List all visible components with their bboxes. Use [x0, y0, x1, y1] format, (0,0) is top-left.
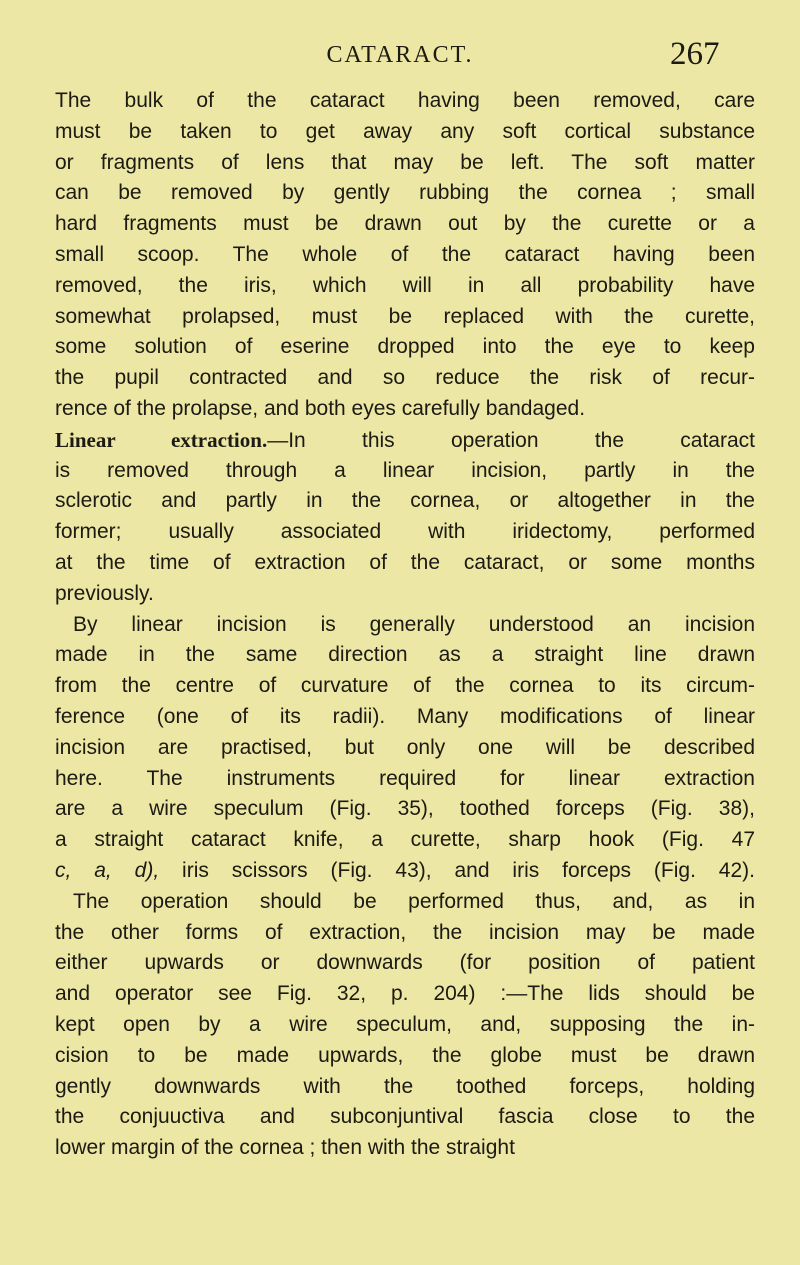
section-line: [55, 425, 755, 456]
section-heading: Linear extraction.: [55, 427, 268, 452]
body-text: [55, 86, 755, 1164]
text-line: gently downwards with the toothed forceps, holding: [55, 1074, 755, 1098]
text-line: either upwards or downwards (for position of patient: [55, 951, 755, 975]
page-number: 267: [670, 36, 720, 72]
text-line: and operator see Fig. 32, p. 204) :—The lids should be: [55, 982, 755, 1006]
text-line: sclerotic and partly in the cornea, or altogether in the: [55, 489, 755, 513]
text-line: made in the same direction as a straight line drawn: [55, 643, 755, 667]
text-line: at the time of extraction of the cataract, or some months: [55, 550, 755, 574]
text-line: the conjuuctiva and subconjuntival fascia close to the: [55, 1105, 755, 1129]
text-line: some solution of eserine dropped into the eye to keep: [55, 335, 755, 359]
text-line: previously.: [55, 581, 154, 605]
text-line: a straight cataract knife, a curette, sharp hook (Fig. 47: [55, 828, 755, 852]
text-line: The operation should be performed thus, and, as in: [73, 889, 755, 913]
text-line: or fragments of lens that may be left. The soft matter: [55, 150, 755, 174]
text-line: rence of the prolapse, and both eyes carefully bandaged.: [55, 396, 586, 420]
text-line: small scoop. The whole of the cataract having been: [55, 242, 755, 266]
text-line: must be taken to get away any soft cortical substance: [55, 119, 755, 143]
text-line: lower margin of the cornea ; then with the straight: [55, 1136, 515, 1160]
text-line: the pupil contracted and so reduce the risk of recur-: [55, 366, 755, 390]
text-line: can be removed by gently rubbing the cornea ; small: [55, 181, 755, 205]
text-line: kept open by a wire speculum, and, supposing the in-: [55, 1012, 755, 1036]
text-line: hard fragments must be drawn out by the curette or a: [55, 212, 755, 236]
text-line: By linear incision is generally understood an incision: [73, 612, 755, 636]
text-line: former; usually associated with iridectomy, performed: [55, 520, 755, 544]
text-line: The bulk of the cataract having been removed, care: [55, 89, 755, 112]
text-line: is removed through a linear incision, partly in the: [55, 458, 755, 482]
text-line: cision to be made upwards, the globe must be drawn: [55, 1043, 755, 1067]
text-line: the other forms of extraction, the incision may be made: [55, 920, 755, 944]
text-line: here. The instruments required for linear extraction: [55, 766, 755, 790]
figure-reference-line: [55, 856, 755, 887]
text-line: from the centre of curvature of the cornea to its circum-: [55, 674, 755, 698]
text-line: removed, the iris, which will in all probability have: [55, 273, 755, 297]
running-title: CATARACT.: [326, 42, 474, 68]
figure-letters: c, a, d),: [55, 858, 160, 882]
text-line: incision are practised, but only one will be described: [55, 735, 755, 759]
text-line: ference (one of its radii). Many modifications of linear: [55, 704, 755, 728]
text-line: are a wire speculum (Fig. 35), toothed forceps (Fig. 38),: [55, 797, 755, 821]
text-line: somewhat prolapsed, must be replaced with the curette,: [55, 304, 755, 328]
section-heading-continuation: —In this operation the cataract: [267, 428, 755, 452]
figure-line-text: iris scissors (Fig. 43), and iris forceps (Fig. 42).: [159, 858, 755, 882]
